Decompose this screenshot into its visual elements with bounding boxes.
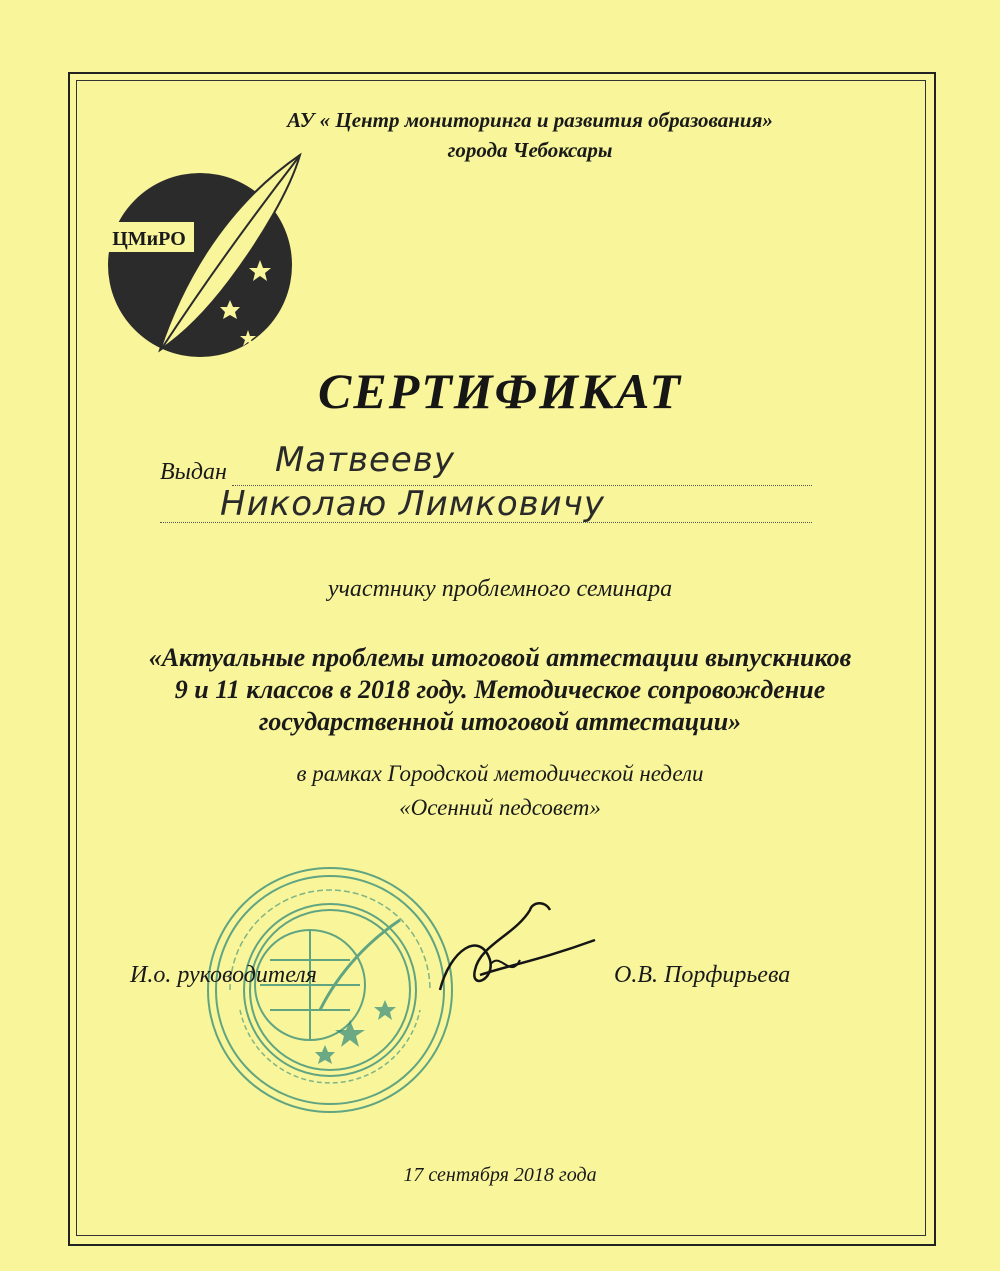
cmiro-logo	[100, 150, 310, 360]
seminar-title-line1: «Актуальные проблемы итоговой аттестации выпускников	[148, 643, 852, 672]
signatory-name: О.В. Порфирьева	[614, 962, 791, 988]
certificate-title: СЕРТИФИКАТ	[318, 363, 682, 419]
org-name-line1: АУ « Центр мониторинга и развития образования»	[287, 108, 773, 132]
issue-date: 17 сентября 2018 года	[403, 1164, 597, 1186]
framework-line1: в рамках Городской методической недели	[296, 761, 704, 786]
recipient-name-line1: Матвееву	[275, 440, 456, 480]
org-name-line2: города Чебоксары	[447, 138, 613, 162]
framework-line2: «Осенний педсовет»	[399, 795, 601, 820]
handwritten-signature	[420, 890, 600, 1000]
signatory-role: И.о. руководителя	[130, 962, 317, 988]
seminar-title-line2: 9 и 11 классов в 2018 году. Методическое сопровождение	[174, 675, 826, 704]
recipient-name-line2: Николаю Лимковичу	[220, 484, 605, 524]
participant-text: участнику проблемного семинара	[327, 576, 673, 602]
logo-text: ЦМиРО	[112, 228, 186, 250]
seminar-title-line3: государственной итоговой аттестации»	[258, 707, 742, 736]
issued-label: Выдан	[160, 459, 227, 485]
